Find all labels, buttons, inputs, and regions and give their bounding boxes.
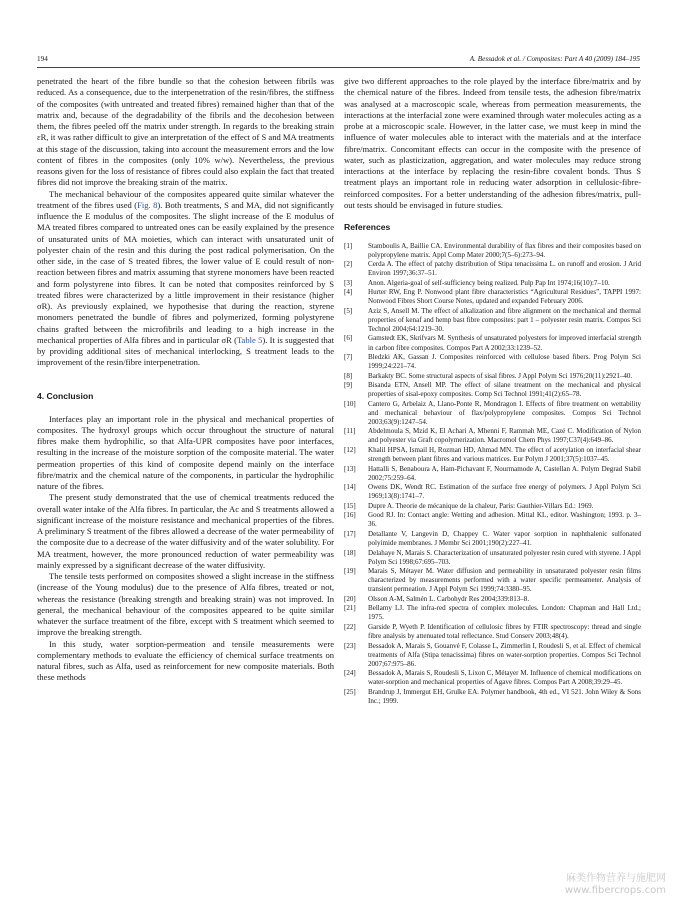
reference-item: [344, 483, 641, 501]
reference-text: Owens DK, Wendt RC. Estimation of the surface free energy of polymers. J Appl Polym Sci 1969;13(8):1741–7.: [368, 483, 641, 501]
section-heading: 4. Conclusion: [37, 391, 94, 401]
reference-item: [344, 502, 641, 511]
reference-number: [11]: [344, 427, 356, 436]
watermark-line: www.fibercrops.com: [564, 885, 666, 896]
reference-text: Olsson A-M, Salmén L. Carbohydr Res 2004;339:813–8.: [368, 594, 530, 603]
reference-text: Abdelmoula S, Mzid K, El Achari A, Mhenni F, Rammah ME, Cazé C. Modification of Nylon and polyester via Graft copolymerization. Macromol Chem Phys 1997;C37(4):649–86.: [368, 427, 641, 445]
paragraph: The present study demonstrated that the use of chemical treatments reduced the overall water intake of the Alfa fibres. In particular, the Ac and S treatments allowed a significant increase of the moisture resistance and mechanical properties of the fibres. A preliminary S treatment of the fibres allowed a decrease of the water permeability of the composite due to a decrease of the water diffusivity and of the water solubility. For MA treatment, however, the more pronounced reduction of water permeability was mainly expressed by a significant decrease of the water diffusivity.: [37, 492, 334, 570]
reference-number: [23]: [344, 641, 356, 650]
paragraph: In this study, water sorption-permeation and tensile measurements were complementary methods to evaluate the efficiency of chemical surface treatments on natural fibres, such as Alfa, used as reinforcement for new composite materials. Both these methods: [37, 638, 334, 683]
reference-item: [344, 372, 641, 381]
reference-item: [344, 353, 641, 371]
spacer: [37, 369, 334, 380]
reference-number: [16]: [344, 511, 356, 520]
running-header: [37, 53, 640, 65]
reference-text: Hurter RW, Eng P. Nonwood plant fibre characteristics “Agricultural Residues”, TAPPI 1997: Nonwood Fibres Short Course Notes, updated and expanded February 2006.: [368, 288, 641, 306]
paragraph: Interfaces play an important role in the physical and mechanical properties of composites. The hydroxyl groups which occur throughout the structure of natural fibres make them hydrophilic, so that Alfa-UPR composites have poor interfaces, resulting in the increase of the moisture sorption of the composite material. The water permeation properties of this kind of composite depend mainly on the interface fibre/matrix and the chemical nature of the components, in particular the hydrophilic nature of the fibres.: [37, 413, 334, 491]
reference-item: [344, 511, 641, 529]
paragraph: give two different approaches to the role played by the interface fibre/matrix and by the chemical nature of the fibres. Indeed from tensile tests, the adhesion fibre/matrix was analysed at a macroscopic scale, whereas from permeation measurements, the interactions at the interfacial zone were examined through water molecules acting as a probe at a microscopic scale. However, in the latter case, we must keep in mind the influence of water molecules able to interact with the materials and at the interface fibre/matrix. Concomitant effects can occur in the composite with the presence of water, such as plasticization, aggregation, and water molecules may reduce strong interactions at the interface by replacing the resin-fibre covalent bonds. Thus S treatment plays an important role in reducing water adsorption in cellulosic-fibre-reinforced composites. For a better understanding of the adhesion fibres/matrix, pull-out tests should be envisaged in future studies.: [344, 76, 641, 210]
reference-list: [344, 242, 641, 706]
reference-item: [344, 595, 641, 604]
right-column: [344, 76, 641, 706]
table-link[interactable]: Table 5: [236, 334, 263, 345]
header-rule: [37, 67, 640, 68]
running-head: A. Bessadok et al. / Composites: Part A 40 (2009) 184–195: [469, 55, 640, 63]
reference-number: [20]: [344, 594, 356, 603]
reference-item: [344, 549, 641, 567]
reference-text: Bessadok A, Marais S, Gouanvé F, Colasse L, Zimmerlin I, Roudesli S, et al. Effect of chemical treatments of Alfa (Stipa tenacissima) fibres on water-sorption properties. Compos Sci Technol 2007;67:975–86.: [368, 641, 641, 668]
reference-number: [3]: [344, 278, 353, 287]
reference-number: [15]: [344, 501, 356, 510]
reference-item: [344, 288, 641, 306]
reference-text: Cantero G, Arbelaiz A, Llano-Ponte R, Mondragon I. Effects of fibre treatment on wettability and mechanical behaviour of flax/polypropylene composites. Compos Sci Technol 2003;63(9):1247–54.: [368, 399, 641, 426]
reference-text: Gamstedt EK, Skrifvars M. Synthesis of unsaturated polyesters for improved interfacial strength in carbon fibre composites. Compos Part A 2002;33:1239–52.: [368, 334, 641, 352]
text-run: ). Both treatments, S and MA, did not significantly influence the E modulus of the composites. The slight increase of the E modulus of MA treated fibres compared to untreated ones can be easily explained by the presence of unsaturated units of MA moieties, which can interact with unsaturated unit of polyester chain of the resin and this during the post radical polymerisation. On the other side, in the case of S treated fibres, the lower value of E could result of non-reaction between fibres and matrix assuming that styrene monomers have been reacted and form polystyrene into fibres. It can be noted that composites reinforced by S treated fibres were characterized by a little improvement in their resistance (higher σR). As previously explained, we hypothesise that during the reaction, styrene monomers penetrated the bundle of fibres and polymerized, forming polystyrene chains grafted between the microfibrils and leading to a high increase in the mechanical properties of Alfa fibres and in particular σR (: [37, 199, 334, 345]
spacer: [344, 211, 641, 222]
reference-number: [22]: [344, 622, 356, 631]
reference-number: [18]: [344, 548, 356, 557]
reference-text: Detallante V, Langevin D, Chappey C. Water vapor sorption in naphthalenic sulfonated polyimide membranes. J Membr Sci 2001;190(2):227–41.: [368, 529, 641, 547]
reference-number: [13]: [344, 464, 356, 473]
figure-link[interactable]: Fig. 8: [137, 199, 158, 210]
reference-text: Cerda A. The effect of patchy distribution of Stipa tenacissima L. on runoff and erosion. J Arid Environ 1997;36:37–51.: [368, 260, 641, 278]
reference-number: [10]: [344, 399, 356, 408]
reference-number: [24]: [344, 669, 356, 678]
reference-item: [344, 623, 641, 641]
reference-item: [344, 465, 641, 483]
reference-text: Brandrup J, Immergut EH, Grulke EA. Polymer handbook, 4th ed., VI 521. John Wiley & Sons Inc.; 1999.: [368, 687, 641, 705]
reference-item: [344, 427, 641, 445]
reference-item: [344, 334, 641, 352]
reference-text: Delahaye N, Marais S. Characterization of unsaturated polyester resin cured with styrene. J Appl Polym Sci 1998;67:695–703.: [368, 548, 641, 566]
reference-text: Anon. Algeria-goal of self-sufficiency being realized. Pulp Pap Int 1974;16(10):7–10.: [368, 278, 610, 287]
reference-number: [9]: [344, 381, 353, 390]
reference-number: [7]: [344, 353, 353, 362]
reference-text: Good RJ. In: Contact angle: Wetting and adhesion. Mittal KL, editor. Washington; 1993. p. 3–36.: [368, 511, 641, 529]
reference-number: [17]: [344, 529, 356, 538]
left-column: [37, 76, 334, 684]
spacer: [344, 234, 641, 242]
reference-text: Stamboulis A, Baillie CA. Environmental durability of flax fibres and their composites based on polypropylene matrix. Appl Comp Mater 2000;7(5–6):273–94.: [368, 241, 641, 259]
watermark-line: 麻类作物营养与施肥网: [566, 873, 666, 884]
paragraph: penetrated the heart of the fibre bundle so that the cohesion between fibrils was reduced. As a consequence, due to the interpenetration of the resin/fibres, the stiffness of the composites (with untreated and treated fibres) remained higher than that of the matrix and, because of the degradability of the fibrils and the decohesion between them, the fibres peeled off the matrix under strength. In regards to the breaking strain εR, it was rather difficult to give an interpretation of the effect of S and MA treatments at this stage of the discussion, taking into account the measurement errors and the low content of fibres in the composites (only 10% w/w). Nevertheless, the previous reasons given for the loss of resistance of fibres could also explain the fact that treated fibres did not improve the breaking strain of the matrix.: [37, 76, 334, 188]
reference-text: Khalil HPSA, Ismail H, Rozman HD, Ahmad MN. The effect of acetylation on interfacial shear strength between plant fibres and various matrices. Eur Polym J 2001;37(5):1037–45.: [368, 446, 641, 464]
reference-item: [344, 307, 641, 334]
reference-text: Aziz S, Ansell M. The effect of alkalization and fibre alignment on the mechanical and thermal properties of kenaf and hemp bast fibre composites: part 1 – polyester resin matrix. Compos Sci Technol 2004;64:1219–30.: [368, 306, 641, 333]
reference-number: [2]: [344, 260, 353, 269]
reference-text: Barkakty BC. Some structural aspects of sisal fibres. J Appl Polym Sci 1976;20(11):2921–40.: [368, 371, 633, 380]
paragraph: [37, 189, 334, 369]
references-heading: References: [344, 222, 391, 233]
paragraph: The tensile tests performed on composites showed a slight increase in the stiffness (increase of the Young modulus) due to the presence of Alfa fibres, treated or not, whereas the resistance (breaking strength and breaking strain) was not improved. In general, the mechanical behaviour of the composites appeared to be quite similar whatever the surface treatment of the fibre, except with S treatment which seemed to improve the breaking strength.: [37, 571, 334, 638]
reference-number: [12]: [344, 446, 356, 455]
text-run: ). It is suggested that by providing additional sites of mechanical interlocking, S treatment leads to the improvement of the resin/fibre interpenetration.: [37, 334, 334, 368]
reference-text: Dupre A. Theorie de mécanique de la chaleur, Paris: Gauthier-Villars Ed.: 1969.: [368, 501, 594, 510]
reference-text: Garside P, Wyeth P. Identification of cellulosic fibres by FTIR spectroscopy: thread and single fibre analysis by attenuated total reflectance. Stud Conserv 2003;48(4).: [368, 622, 641, 640]
reference-item: [344, 642, 641, 669]
reference-number: [25]: [344, 687, 356, 696]
reference-item: [344, 604, 641, 622]
watermark: [565, 873, 666, 897]
text-run: The mechanical behaviour of the composites appeared quite similar whatever the treatment of the fibres used (: [37, 188, 334, 210]
reference-item: [344, 688, 641, 706]
reference-number: [1]: [344, 241, 353, 250]
reference-number: [21]: [344, 604, 356, 613]
spacer: [37, 380, 334, 391]
reference-text: Bellamy LJ. The infra-red spectra of complex molecules. London: Chapman and Hall Ltd.; 1975.: [368, 604, 641, 622]
page-number: 194: [37, 55, 48, 63]
reference-text: Bessadok A, Marais S, Roudesli S, Lixon C, Métayer M. Influence of chemical modifications on water-sorption and mechanical properties of Agave fibres. Compos Part A 2008;39:29–45.: [368, 669, 641, 687]
spacer: [37, 402, 334, 413]
reference-text: Marais S, Métayer M. Water diffusion and permeability in unsaturated polyester resin films characterized by measurements performed with a water specific permeameter. Analysis of transient permeation. J Appl Polym Sci 1999;74:3380–95.: [368, 567, 641, 594]
reference-item: [344, 242, 641, 260]
reference-text: Bledzki AK, Gassan J. Composites reinforced with cellulose based fibers. Prog Polym Sci 1999;24:221–74.: [368, 353, 641, 371]
reference-item: [344, 530, 641, 548]
reference-item: [344, 446, 641, 464]
reference-item: [344, 669, 641, 687]
reference-text: Hattalli S, Benaboura A, Ham-Pichavant F, Nourmamode A, Castellan A. Polym Degrad Stabil 2002;75:259–64.: [368, 464, 641, 482]
reference-number: [5]: [344, 306, 353, 315]
reference-item: [344, 279, 641, 288]
reference-number: [14]: [344, 483, 356, 492]
reference-number: [8]: [344, 371, 353, 380]
reference-text: Bisanda ETN, Ansell MP. The effect of silane treatment on the mechanical and physical properties of sisal-epoxy composites. Comp Sci Technol 1991;41(2):65–78.: [368, 381, 641, 399]
reference-item: [344, 260, 641, 278]
reference-item: [344, 400, 641, 427]
reference-item: [344, 381, 641, 399]
reference-number: [4]: [344, 288, 353, 297]
reference-number: [6]: [344, 334, 353, 343]
reference-item: [344, 567, 641, 594]
reference-number: [19]: [344, 567, 356, 576]
